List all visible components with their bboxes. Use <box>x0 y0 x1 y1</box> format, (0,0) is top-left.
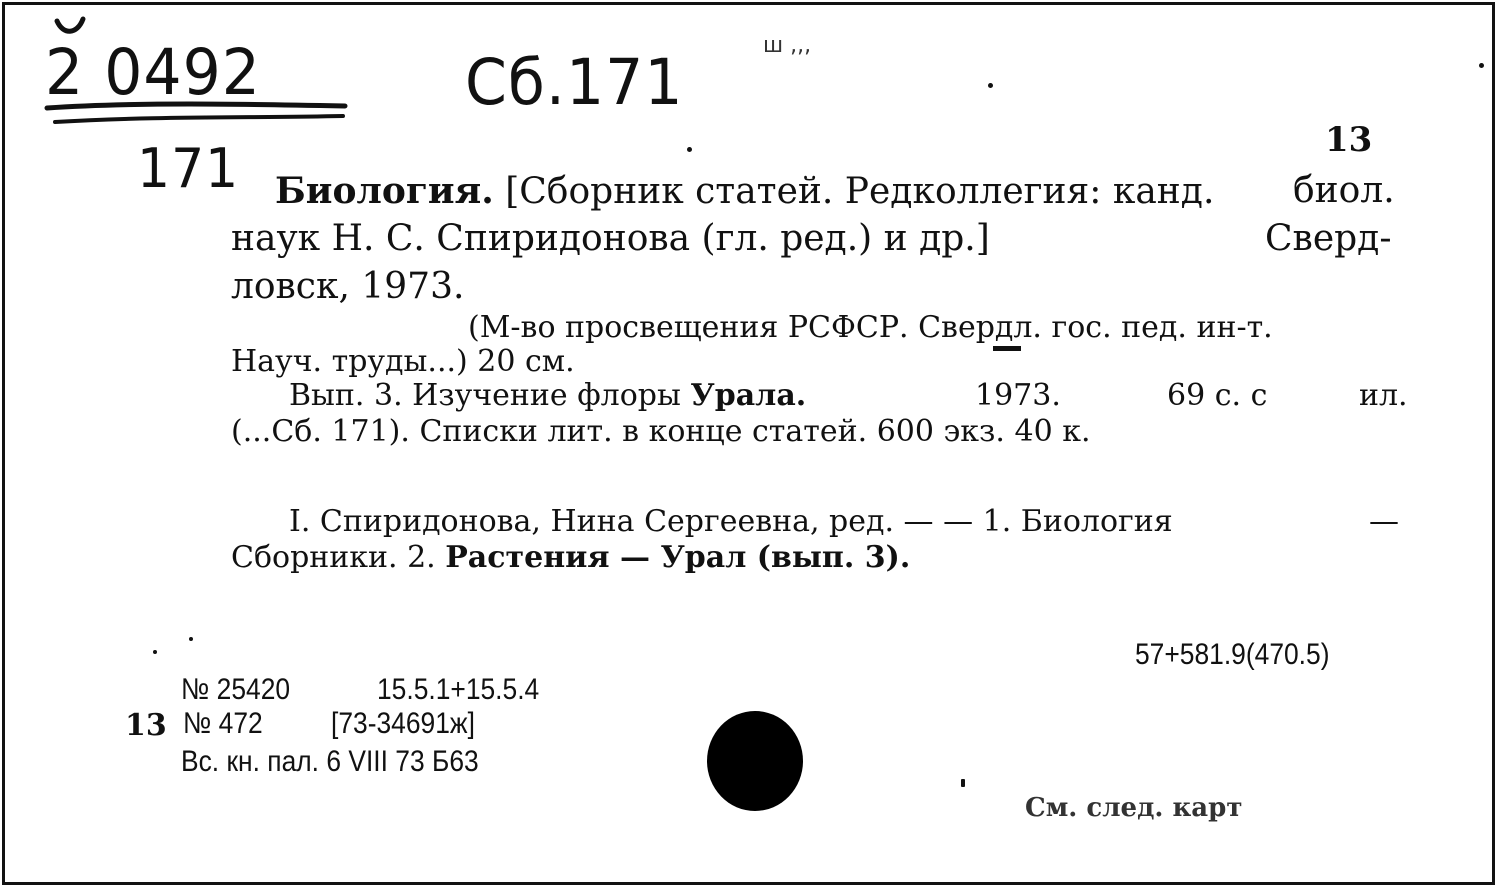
classification-index: 57+581.9(470.5) <box>1135 638 1330 671</box>
catalog-card <box>2 2 1495 885</box>
handwritten-inventory-number: 2 0492 <box>45 36 261 110</box>
issue-line-1 <box>289 378 807 413</box>
speck <box>189 637 193 641</box>
handwritten-number: 171 <box>137 137 240 201</box>
registration-code: 15.5.1+15.5.4 <box>377 673 540 706</box>
speck <box>961 779 965 787</box>
ink-bar-mark <box>991 344 1025 354</box>
speck <box>988 83 993 88</box>
speck <box>1479 63 1484 68</box>
index-line-2 <box>231 540 911 575</box>
registration-number: № 25420 <box>181 673 291 706</box>
entry-line-1-end: биол. <box>1293 170 1395 211</box>
index-subject-1: Сборники. 2. <box>231 540 446 575</box>
issue-pages: 69 с. с <box>1167 378 1268 413</box>
series-line-1: (М-во просвещения РСФСР. Свердл. гос. пед. ин-т. <box>468 310 1273 345</box>
issue-title: Вып. 3. Изучение флоры <box>289 378 691 413</box>
issue-line-2: (...Сб. 171). Списки лит. в конце статей. 600 экз. 40 к. <box>231 414 1091 449</box>
issue-year: 1973. <box>975 378 1061 413</box>
issue-illustrations: ил. <box>1359 378 1408 413</box>
entry-line-3: ловск, 1973. <box>231 266 465 307</box>
index-subject-2: Растения — Урал (вып. 3). <box>445 540 911 575</box>
handwritten-breve-mark <box>53 15 87 39</box>
handwritten-shelfmark: Сб.171 <box>465 46 684 120</box>
entry-title: Биология. <box>275 170 494 212</box>
chamber-code: [73-34691ж] <box>331 707 475 740</box>
entry-line-1 <box>275 170 1215 212</box>
punch-hole <box>707 711 803 811</box>
index-line-1-dash: — <box>1369 504 1399 539</box>
card-number: 13 <box>1325 120 1373 160</box>
registration-card-number: 13 <box>125 708 167 743</box>
issue-title-bold: Урала. <box>690 378 807 413</box>
speck <box>687 147 692 152</box>
entry-line-1-text: [Сборник статей. Редколлегия: канд. <box>505 171 1215 212</box>
series-line-2: Науч. труды...) 20 см. <box>231 344 575 379</box>
inventory-underline <box>43 100 353 130</box>
chamber-number: № 472 <box>183 707 263 740</box>
entry-line-2: наук Н. С. Спиридонова (гл. ред.) и др.] <box>231 218 990 259</box>
entry-line-2-end: Сверд- <box>1265 218 1392 259</box>
book-chamber-line: Вс. кн. пал. 6 VIII 73 Б63 <box>181 745 479 778</box>
faint-stamp-marks: ш ,,, <box>763 33 812 58</box>
speck <box>153 650 157 654</box>
continuation-note: См. след. карт <box>1025 793 1243 823</box>
index-line-1: I. Спиридонова, Нина Сергеевна, ред. — — 1. Биология <box>289 504 1173 539</box>
